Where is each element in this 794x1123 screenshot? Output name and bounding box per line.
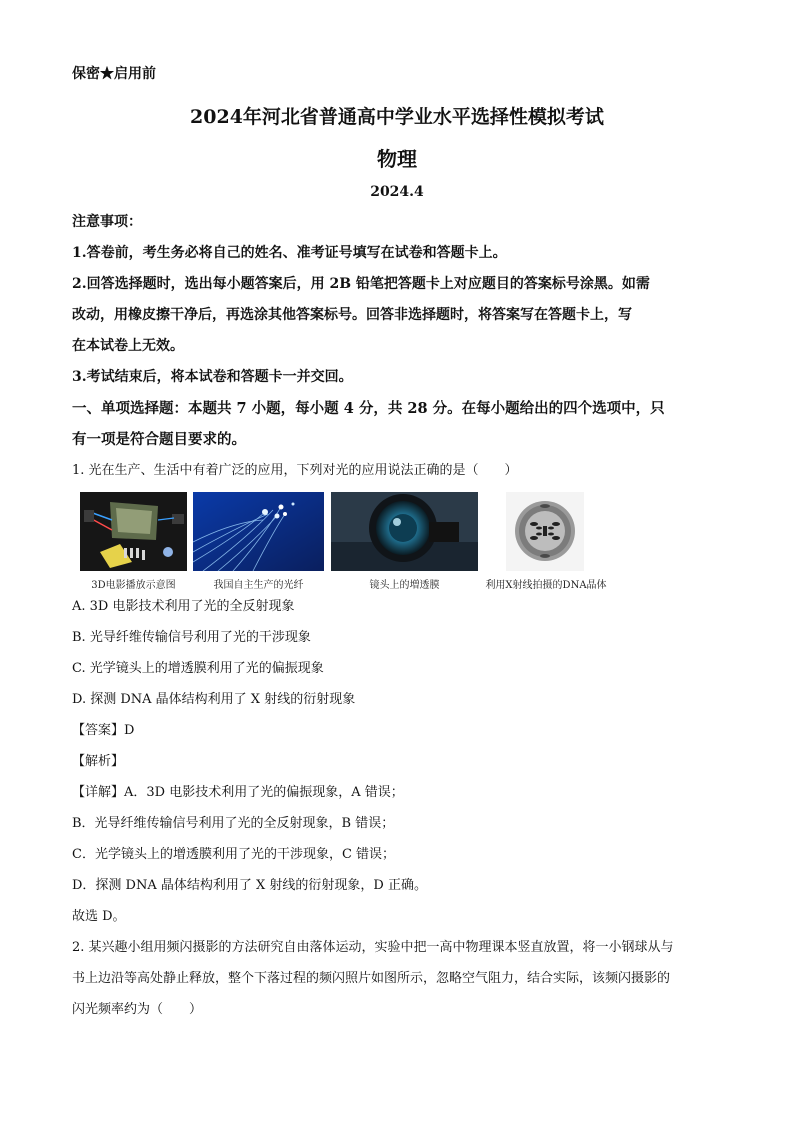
exam-date: 2024.4 [370, 184, 424, 200]
q2-stem-line-1: 2. 某兴趣小组用频闪摄影的方法研究自由落体运动，实验中把一高中物理课本竖直放置，将一小钢球从与 [72, 940, 674, 955]
q1-option-c: C. 光学镜头上的增透膜利用了光的偏振现象 [72, 661, 324, 676]
image-lens-coating [331, 492, 478, 571]
note-3: 3.考试结束后，将本试卷和答题卡一并交回。 [72, 369, 353, 385]
image-optical-fiber [193, 492, 324, 571]
image-dna-xray [506, 492, 584, 571]
q1-option-b: B. 光导纤维传输信号利用了光的干涉现象 [72, 630, 311, 645]
q1-option-d: D. 探测 DNA 晶体结构利用了 X 射线的衍射现象 [72, 692, 356, 707]
note-2-line-3: 在本试卷上无效。 [72, 338, 184, 354]
q2-stem-line-3: 闪光频率约为（ ） [72, 1002, 203, 1017]
q1-detail-line-3: C．光学镜头上的增透膜利用了光的干涉现象，C 错误； [72, 847, 396, 862]
caption-dna-xray: 利用X射线拍摄的DNA晶体 [485, 580, 607, 591]
exam-title: 2024年河北省普通高中学业水平选择性模拟考试 [190, 106, 604, 128]
note-1: 1.答卷前，考生务必将自己的姓名、准考证号填写在试卷和答题卡上。 [72, 245, 507, 261]
subject-title: 物理 [377, 147, 417, 171]
q1-option-a: A. 3D 电影技术利用了光的全反射现象 [72, 599, 295, 614]
note-2-line-2: 改动，用橡皮擦干净后，再选涂其他答案标号。回答非选择题时，将答案写在答题卡上，写 [72, 307, 632, 323]
caption-optical-fiber: 我国自主生产的光纤 [213, 580, 304, 591]
q2-stem-line-2: 书上边沿等高处静止释放，整个下落过程的频闪照片如图所示，忽略空气阻力，结合实际，该频闪摄影的 [72, 971, 671, 986]
q1-analysis-heading: 【解析】 [72, 754, 125, 769]
q1-detail-line-1: 【详解】A．3D 电影技术利用了光的偏振现象，A 错误； [72, 785, 404, 800]
caption-3d-cinema: 3D电影播放示意图 [91, 580, 176, 591]
q1-detail-line-4: D．探测 DNA 晶体结构利用了 X 射线的衍射现象，D 正确。 [72, 878, 427, 893]
note-2-line-1: 2.回答选择题时，选出每小题答案后，用 2B 铅笔把答题卡上对应题目的答案标号涂黑。如需 [72, 276, 650, 292]
caption-lens-coating: 镜头上的増透膜 [369, 580, 440, 591]
image-3d-cinema [80, 492, 187, 571]
section-1-line-2: 有一项是符合题目要求的。 [72, 431, 246, 448]
q1-detail-line-5: 故选 D。 [72, 909, 126, 924]
q1-stem: 1. 光在生产、生活中有着广泛的应用，下列对光的应用说法正确的是（ ） [72, 463, 518, 478]
q1-detail-line-2: B．光导纤维传输信号利用了光的全反射现象，B 错误； [72, 816, 395, 831]
q1-answer: 【答案】D [72, 723, 135, 738]
confidential-mark: 保密★启用前 [72, 66, 156, 82]
notes-heading: 注意事项： [72, 214, 142, 230]
section-1-line-1: 一、单项选择题：本题共 7 小题，每小题 4 分，共 28 分。在每小题给出的四个选项中，只 [72, 400, 665, 417]
